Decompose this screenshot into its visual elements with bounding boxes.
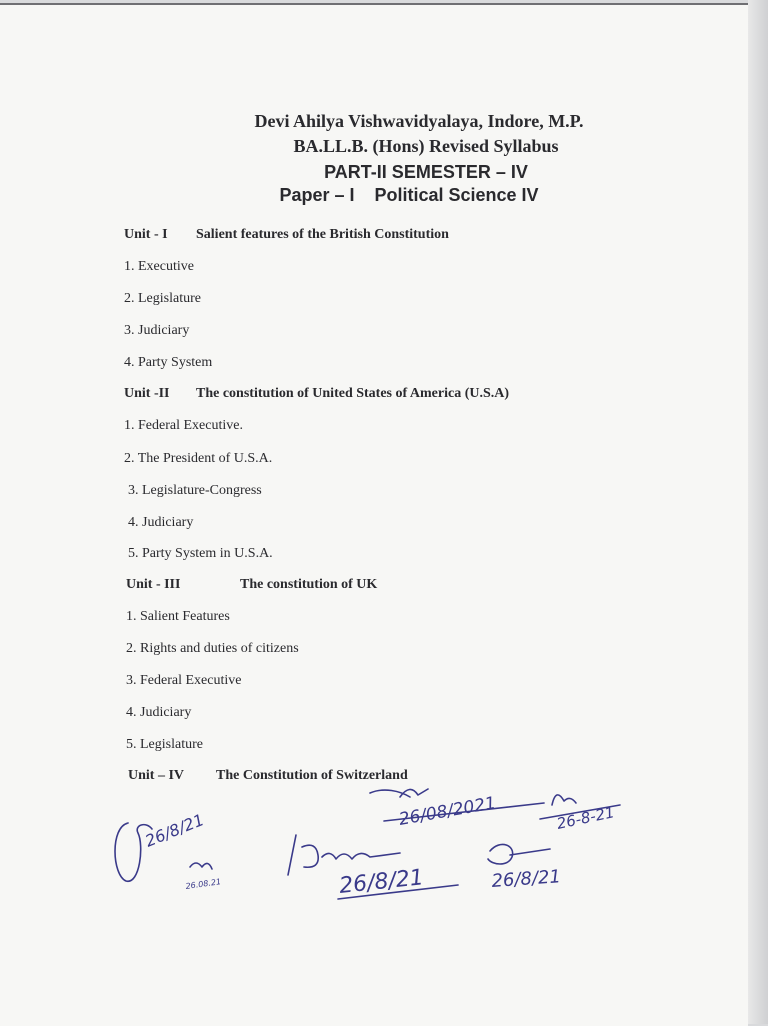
svg-text:26/08/2021: 26/08/2021 xyxy=(397,793,498,830)
handwritten-signatures xyxy=(100,775,660,915)
list-item: 3. Legislature-Congress xyxy=(128,483,262,498)
paper-title: Paper – I Political Science IV xyxy=(279,185,539,205)
svg-text:26/8/21: 26/8/21 xyxy=(338,865,425,899)
unit-number: Unit -II xyxy=(124,386,170,401)
course-title: BA.LL.B. (Hons) Revised Syllabus xyxy=(293,136,559,156)
list-item: 4. Party System xyxy=(124,355,213,370)
list-item: 3. Judiciary xyxy=(124,323,190,338)
list-item: 4. Judiciary xyxy=(128,515,194,530)
list-item: 1. Federal Executive. xyxy=(124,418,243,433)
scan-edge xyxy=(748,0,768,1024)
svg-text:26/8/21: 26/8/21 xyxy=(142,809,207,851)
unit-title: The constitution of UK xyxy=(240,577,378,592)
list-item: 3. Federal Executive xyxy=(126,673,242,688)
unit-title: Salient features of the British Constitution xyxy=(196,227,449,242)
unit-number: Unit – IV xyxy=(128,768,185,783)
unit-heading xyxy=(124,386,509,402)
list-item: 4. Judiciary xyxy=(126,705,192,720)
svg-text:26/8/21: 26/8/21 xyxy=(490,866,562,892)
list-item: 2. Rights and duties of citizens xyxy=(126,641,299,656)
unit-title: The Constitution of Switzerland xyxy=(216,768,408,783)
list-item: 2. Legislature xyxy=(124,291,201,306)
document-page xyxy=(0,3,748,1026)
list-item: 2. The President of U.S.A. xyxy=(124,451,273,466)
semester-title: PART-II SEMESTER – IV xyxy=(324,162,528,182)
unit-number: Unit - III xyxy=(126,577,181,592)
list-item: 5. Party System in U.S.A. xyxy=(128,546,273,561)
unit-heading xyxy=(124,227,449,243)
svg-text:26-8-21: 26-8-21 xyxy=(555,803,617,833)
list-item: 1. Executive xyxy=(124,259,194,274)
svg-text:26.08.21: 26.08.21 xyxy=(185,877,222,891)
list-item: 5. Legislature xyxy=(126,737,203,752)
university-name: Devi Ahilya Vishwavidyalaya, Indore, M.P. xyxy=(254,111,584,131)
unit-title: The constitution of United States of America (U.S.A) xyxy=(196,386,510,401)
unit-heading xyxy=(126,577,377,593)
list-item: 1. Salient Features xyxy=(126,609,230,624)
unit-number: Unit - I xyxy=(124,227,168,242)
